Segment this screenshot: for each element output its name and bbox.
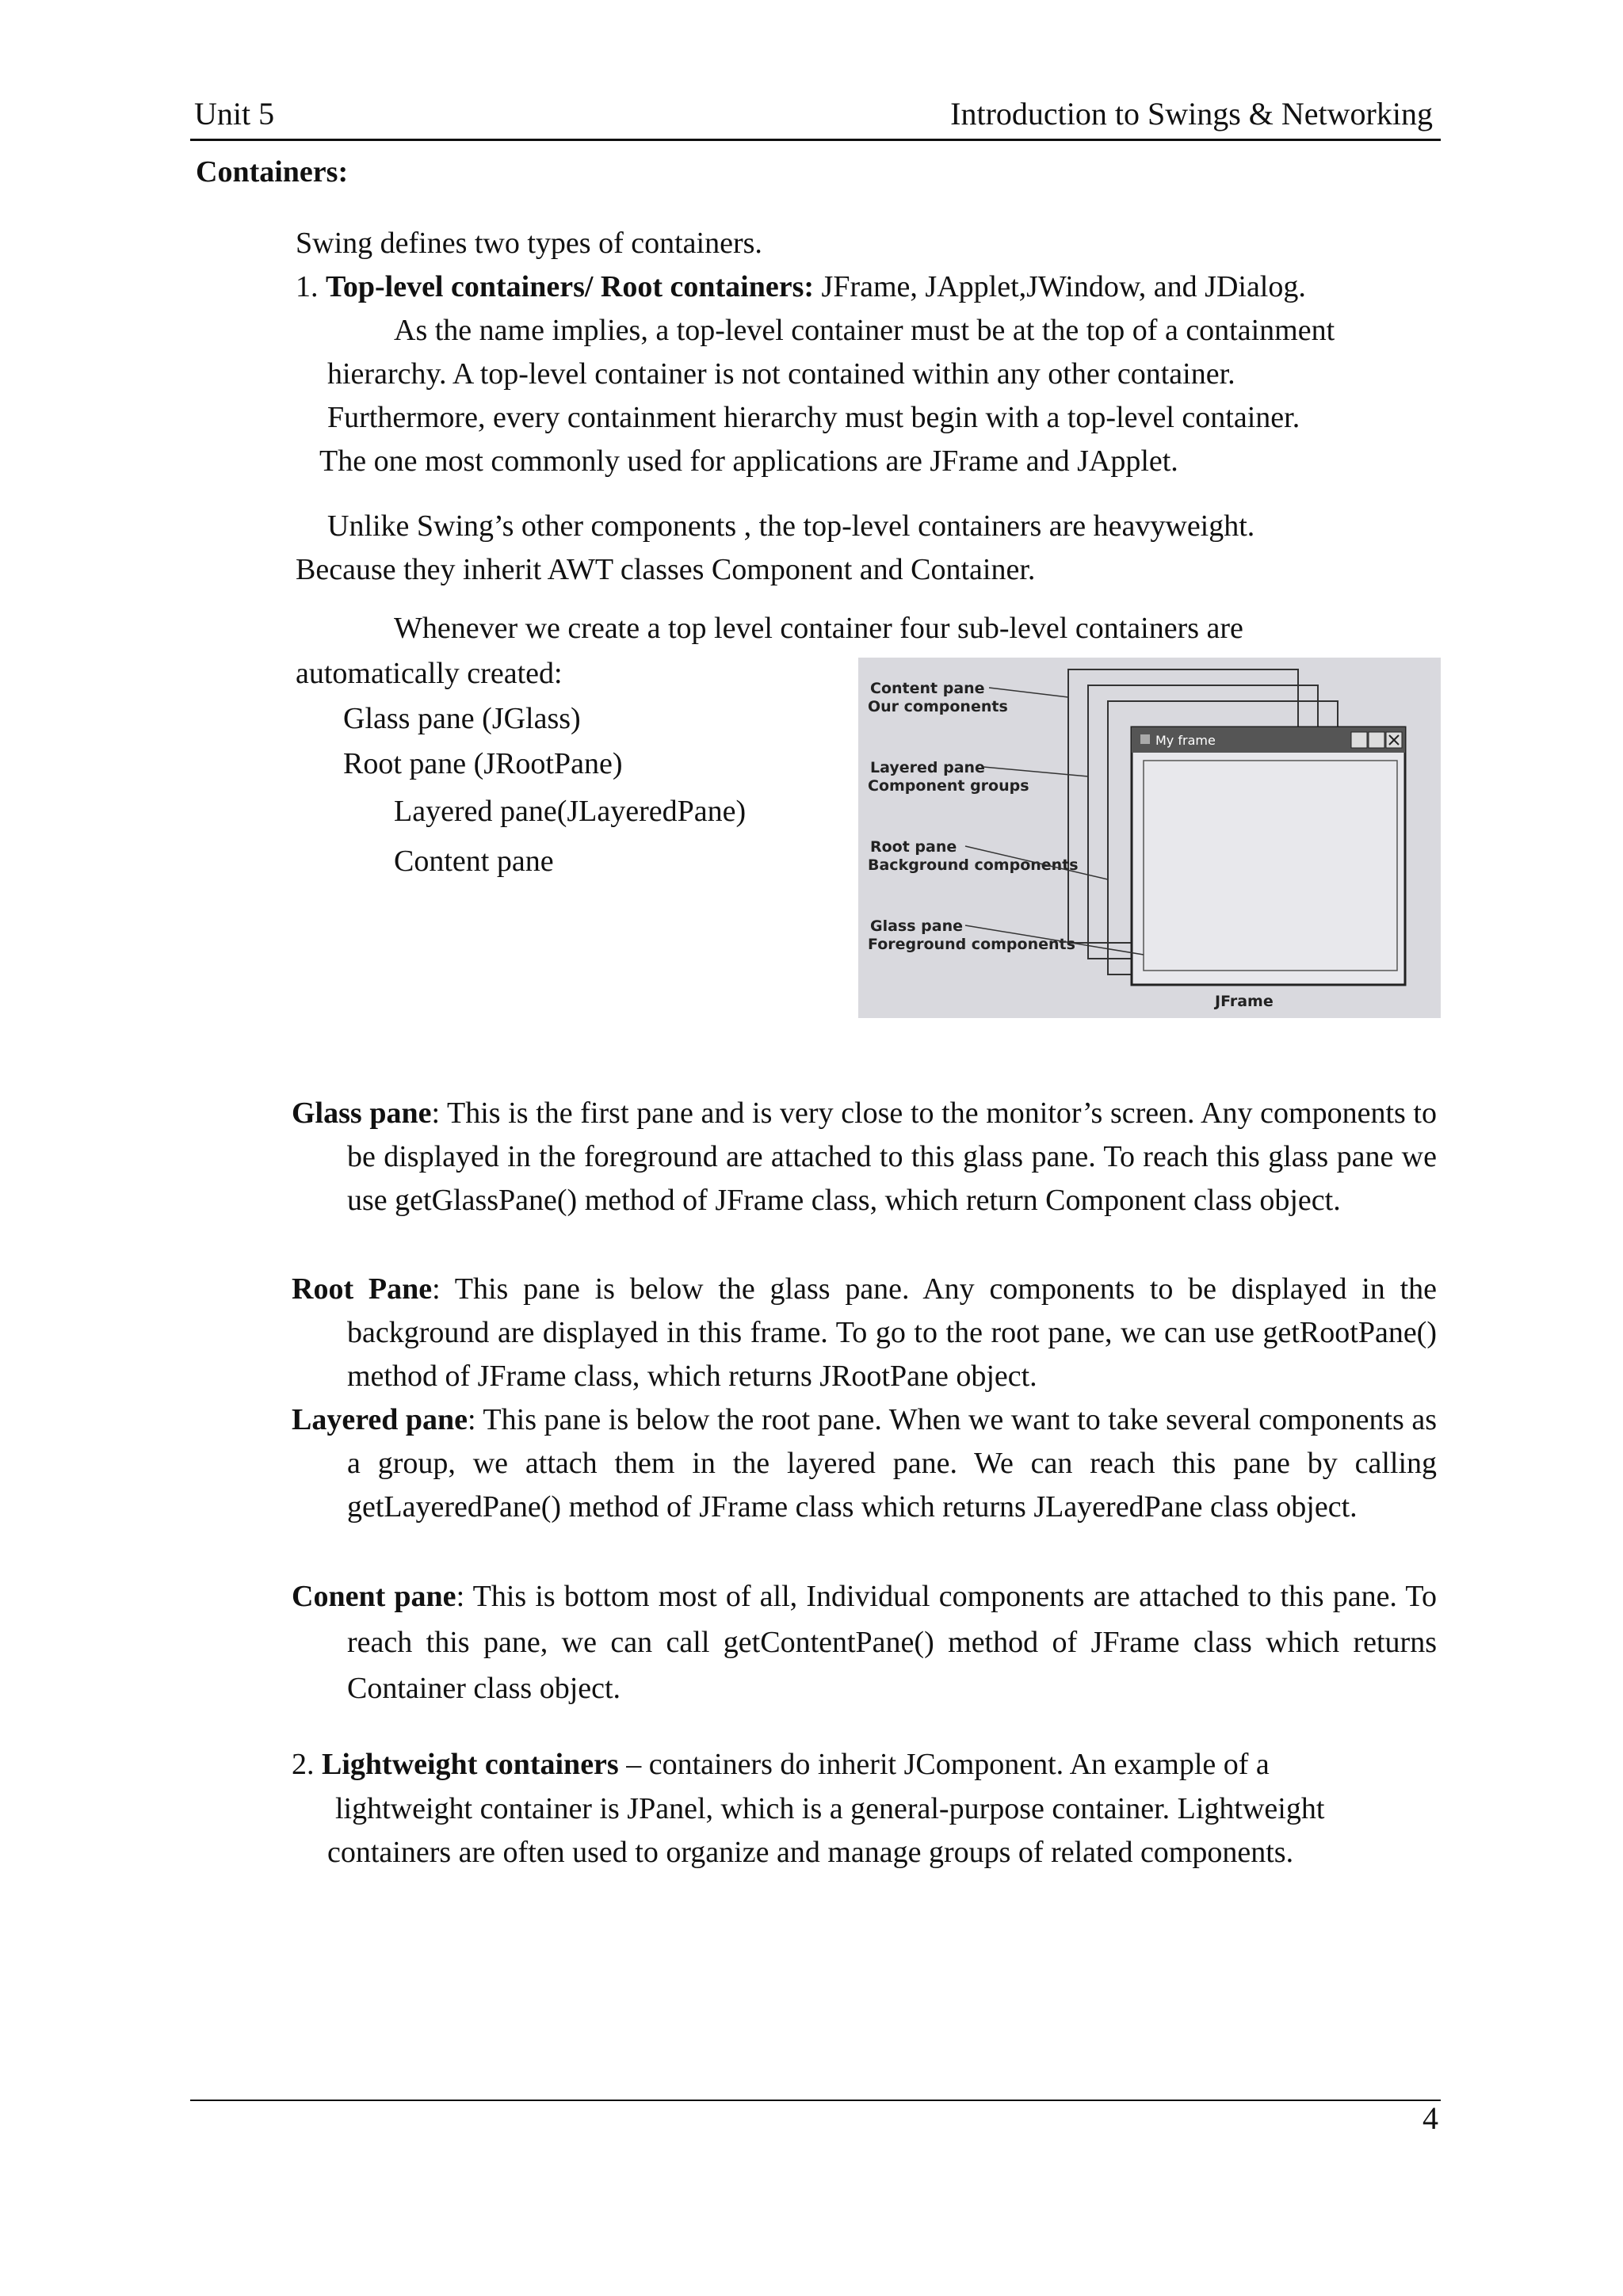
frame-title: My frame [1155, 733, 1216, 748]
definition-root [292, 1268, 1437, 1398]
heavyweight-line: Unlike Swing’s other components , the top-level containers are heavyweight. [327, 509, 1255, 543]
definition-text: : This is bottom most of all, Individual components are attached to this pane. To reach this pane, we can call getContentPane() method of JFrame class which returns Container class object. [347, 1580, 1437, 1705]
header-rule [190, 139, 1441, 141]
toplevel-line [296, 265, 1306, 308]
footer-rule [190, 2100, 1441, 2101]
section-title: Containers: [196, 155, 349, 189]
leader-line [989, 688, 1068, 697]
header-title: Introduction to Swings & Networking [950, 96, 1433, 132]
sublevel-line: Whenever we create a top level container four sub-level containers are [394, 612, 1243, 645]
maximize-icon [1369, 732, 1384, 748]
definition-term: Layered pane [292, 1403, 468, 1436]
lightweight-num: 2. [292, 1748, 315, 1781]
toplevel-para-line: hierarchy. A top-level container is not contained within any other container. [327, 357, 1235, 391]
toplevel-para-line: Furthermore, every containment hierarchy must begin with a top-level container. [327, 401, 1300, 434]
heavyweight-line: Because they inherit AWT classes Component and Container. [296, 553, 1036, 586]
toplevel-para-line: As the name implies, a top-level container must be at the top of a containment [394, 314, 1335, 347]
fig-label-layered: Layered pane [870, 759, 985, 776]
pane-list-item: Root pane (JRootPane) [343, 747, 623, 780]
lightweight-para-line: containers are often used to organize and manage groups of related components. [327, 1836, 1294, 1869]
definition-text: : This pane is below the root pane. When we want to take several components as a group, we attach them in the layered pane. We can reach this pane by calling getLayeredPane() method of JFrame class which returns JLayeredPane class object. [347, 1403, 1437, 1524]
page-number: 4 [1423, 2100, 1438, 2136]
sublevel-line: automatically created: [296, 657, 563, 690]
toplevel-num: 1. [296, 270, 319, 303]
pane-list-item: Content pane [394, 845, 554, 878]
definition-term: Conent pane [292, 1580, 456, 1613]
fig-label-glass: Glass pane [870, 917, 963, 935]
toplevel-label: Top-level containers/ Root containers: [326, 270, 815, 303]
pane-list-item: Layered pane(JLayeredPane) [394, 795, 747, 828]
frame-window [1132, 727, 1405, 985]
header-unit: Unit 5 [194, 96, 275, 132]
fig-label-root: Root pane [870, 838, 957, 856]
definition-body [292, 1092, 1437, 1222]
lightweight-para-line: lightweight container is JPanel, which is a general-purpose container. Lightweight [335, 1792, 1325, 1825]
definition-text: : This is the first pane and is very close to the monitor’s screen. Any components to be displayed in the foreground are attached to this glass pane. To reach this glass pane we use getGlassPane() method of JFrame class, which return Component class object. [347, 1097, 1437, 1217]
fig-sub-root: Background components [868, 856, 1079, 874]
figure-svg [858, 658, 1441, 1018]
pane-list-item: Glass pane (JGlass) [343, 702, 581, 735]
java-cup-icon [1140, 734, 1150, 744]
definition-glass [292, 1092, 1437, 1222]
definition-body [292, 1573, 1437, 1711]
definition-term: Root Pane [292, 1272, 433, 1306]
fig-sub-glass: Foreground components [868, 936, 1075, 953]
definition-content [292, 1573, 1437, 1711]
toplevel-para-line: The one most commonly used for applications are JFrame and JApplet. [319, 444, 1178, 478]
lightweight-text: – containers do inherit JComponent. An example of a [618, 1748, 1270, 1781]
definition-text: : This pane is below the glass pane. Any components to be displayed in the background are displayed in this frame. To go to the root pane, we can use getRootPane() method of JFrame class, which returns JRootPane object. [347, 1272, 1437, 1393]
toplevel-text: JFrame, JApplet,JWindow, and JDialog. [821, 270, 1306, 303]
lightweight-label: Lightweight containers [322, 1748, 619, 1781]
definition-body [292, 1398, 1437, 1529]
fig-label-content: Content pane [870, 680, 985, 697]
fig-caption: JFrame [1215, 993, 1274, 1010]
definition-body [292, 1268, 1437, 1398]
leader-line [983, 767, 1088, 776]
lightweight-line [292, 1743, 1270, 1786]
definition-layered [292, 1398, 1437, 1529]
fig-sub-content: Our components [868, 698, 1008, 715]
intro-text: Swing defines two types of containers. [296, 227, 762, 260]
fig-sub-layered: Component groups [868, 777, 1029, 795]
definition-term: Glass pane [292, 1097, 432, 1130]
jframe-panes-figure [858, 658, 1441, 1018]
minimize-icon [1351, 732, 1367, 748]
